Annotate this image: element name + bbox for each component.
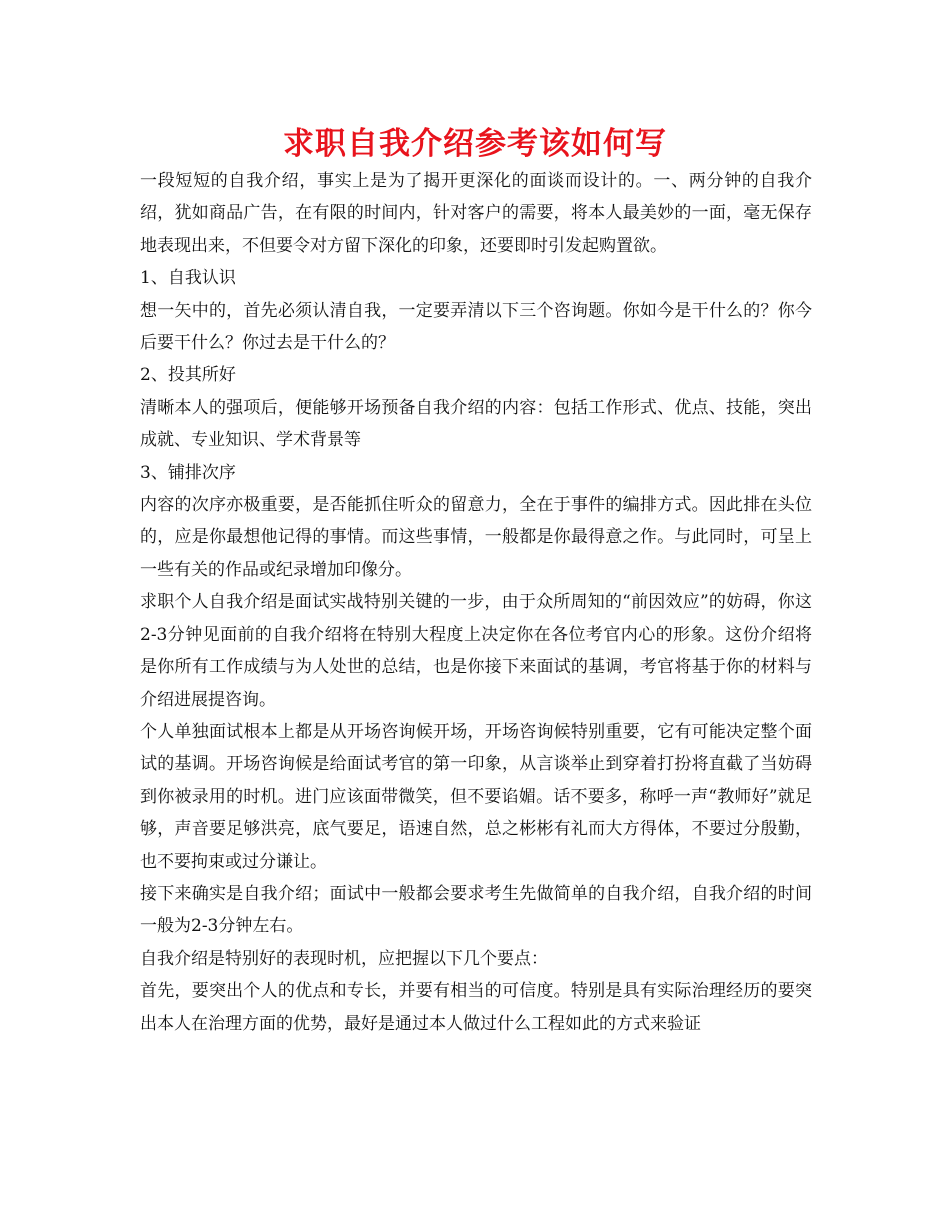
paragraph-first-point: 首先，要突出个人的优点和专长，并要有相当的可信度。特别是具有实际治理经历的要突出本人在治理方面的优势，最好是通过本人做过什么工程如此的方式来验证 bbox=[140, 981, 812, 1034]
paragraph-order: 内容的次序亦极重要，是否能抓住听众的留意力，全在于事件的编排方式。因此排在头位的，应是你最想他记得的事情。而这些事情，一般都是你最得意之作。与此同时，可呈上一些有关的作品或纪录增加印像分。 bbox=[140, 495, 812, 580]
paragraph-strengths: 清晰本人的强项后，便能够开场预备自我介绍的内容：包括工作形式、优点、技能，突出成就、专业知识、学术背景等 bbox=[140, 397, 812, 451]
paragraph-greeting: 个人单独面试根本上都是从开场咨询候开场，开场咨询候特别重要，它有可能决定整个面试的基调。开场咨询候是给面试考官的第一印象，从言谈举止到穿着打扮将直截了当妨碍到你被录用的时机。进门应该面带微笑，但不要谄媚。话不要多，称呼一声“教师好”就足够，声音要足够洪亮，底气要足，语速自然，总之彬彬有礼而大方得体，不要过分殷勤，也不要拘束或过分谦让。 bbox=[140, 721, 812, 872]
document-body bbox=[140, 165, 812, 1040]
paragraph-interview-key: 求职个人自我介绍是面试实战特别关键的一步，由于众所周知的“前因效应”的妨碍，你这2-3分钟见面前的自我介绍将在特别大程度上决定你在各位考官内心的形象。这份介绍将是你所有工作成绩与为人处世的总结，也是你接下来面试的基调，考官将基于你的材料与介绍进展提咨询。 bbox=[140, 592, 812, 710]
section-heading-3: 3、铺排次序 bbox=[140, 462, 236, 483]
section-heading-1: 1、自我认识 bbox=[140, 268, 236, 289]
paragraph-key-points: 自我介绍是特别好的表现时机，应把握以下几个要点： bbox=[140, 948, 548, 969]
section-heading-2: 2、投其所好 bbox=[140, 365, 236, 386]
page-title: 求职自我介绍参考该如何写 bbox=[283, 126, 667, 162]
paragraph-next-step: 接下来确实是自我介绍；面试中一般都会要求考生先做简单的自我介绍，自我介绍的时间一般为2-3分钟左右。 bbox=[140, 883, 812, 937]
paragraph-self-awareness: 想一矢中的，首先必须认清自我，一定要弄清以下三个咨询题。你如今是干什么的？你今后要干什么？你过去是干什么的？ bbox=[140, 300, 812, 354]
paragraph-intro: 一段短短的自我介绍，事实上是为了揭开更深化的面谈而设计的。一、两分钟的自我介绍，犹如商品广告，在有限的时间内，针对客户的需要，将本人最美妙的一面，毫无保存地表现出来，不但要令对方留下深化的印象，还要即时引发起购置欲。 bbox=[140, 171, 812, 256]
